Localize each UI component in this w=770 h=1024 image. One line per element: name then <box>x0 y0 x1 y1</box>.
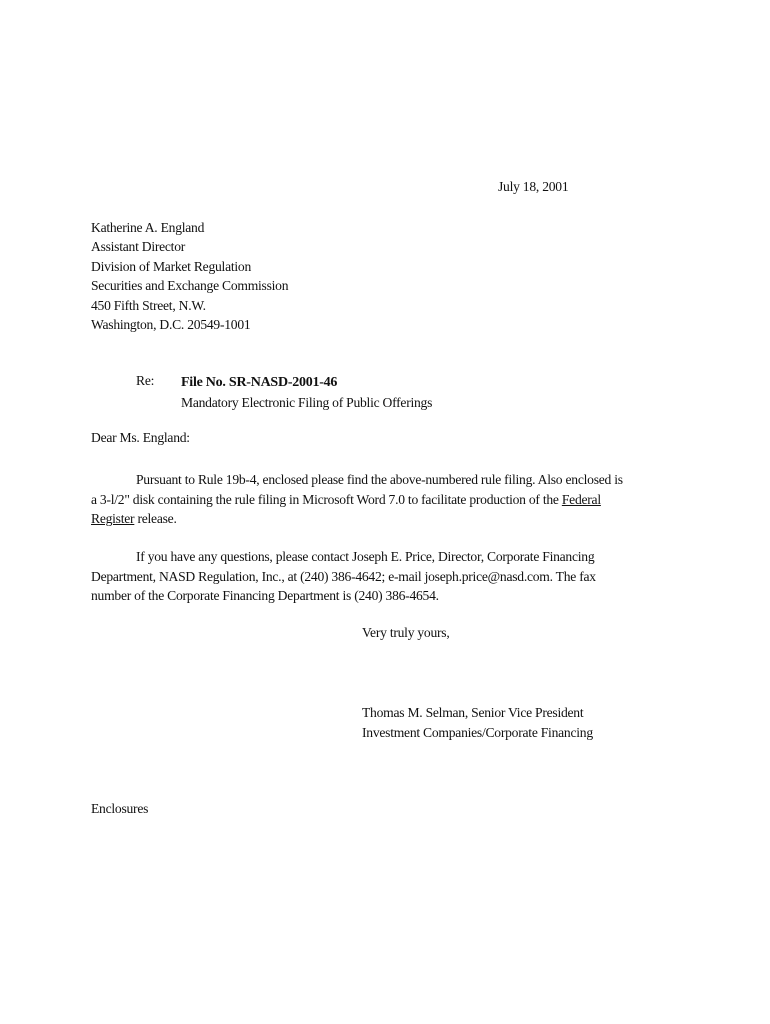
recipient-city: Washington, D.C. 20549-1001 <box>91 317 251 333</box>
paragraph-contact <box>91 547 651 606</box>
paragraph-line: number of the Corporate Financing Department is (240) 386-4654. <box>91 588 439 604</box>
federal-register-underlined: Register <box>91 511 135 527</box>
salutation: Dear Ms. England: <box>91 430 190 445</box>
paragraph-enclosure <box>91 470 651 529</box>
signer-department: Investment Companies/Corporate Financing <box>362 725 593 740</box>
paragraph-text: release. <box>134 511 177 527</box>
file-number: File No. SR-NASD-2001-46 <box>181 375 338 390</box>
recipient-street: 450 Fifth Street, N.W. <box>91 297 206 313</box>
recipient-division: Division of Market Regulation <box>91 258 252 274</box>
re-subject: Mandatory Electronic Filing of Public Offerings <box>181 395 433 410</box>
recipient-organization: Securities and Exchange Commission <box>91 278 289 294</box>
enclosures-note: Enclosures <box>91 801 149 816</box>
signature-block <box>362 703 593 743</box>
paragraph-line: If you have any questions, please contact Joseph E. Price, Director, Corporate Financing <box>136 549 595 564</box>
recipient-address <box>91 218 288 334</box>
paragraph-text: a 3-l/2" disk containing the rule filing in Microsoft Word 7.0 to facilitate production of the <box>91 491 562 507</box>
letter-date: July 18, 2001 <box>498 179 569 194</box>
paragraph-line <box>91 490 651 510</box>
paragraph-line: Department, NASD Regulation, Inc., at (240) 386-4642; e-mail joseph.price@nasd.com. The fax <box>91 568 596 584</box>
re-block <box>181 373 432 413</box>
paragraph-line <box>91 509 651 529</box>
signer-name-title: Thomas M. Selman, Senior Vice President <box>362 705 584 720</box>
re-label: Re: <box>136 373 155 388</box>
recipient-name: Katherine A. England <box>91 220 205 235</box>
recipient-title: Assistant Director <box>91 239 186 255</box>
paragraph-line: Pursuant to Rule 19b-4, enclosed please find the above-numbered rule filing. Also enclosed is <box>136 472 623 487</box>
federal-register-underlined: Federal <box>561 491 601 507</box>
closing: Very truly yours, <box>362 625 450 640</box>
